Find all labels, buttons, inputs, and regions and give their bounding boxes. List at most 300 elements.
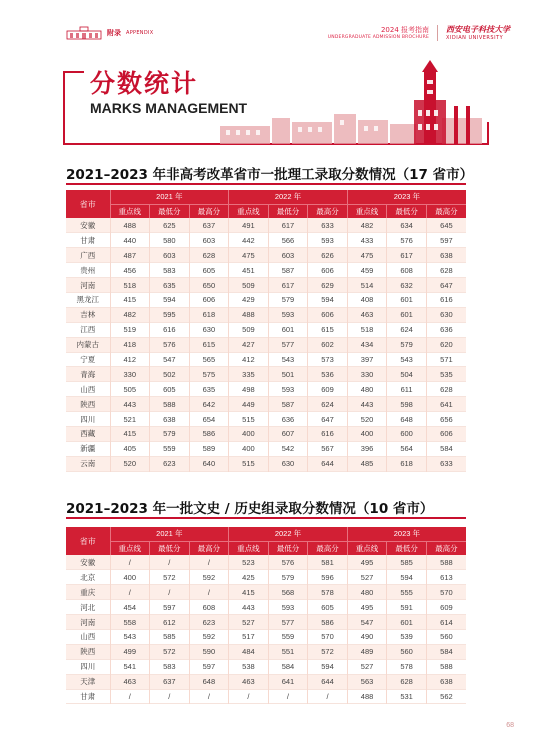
score-cell: 641 xyxy=(426,397,466,412)
guide-title: 2024 报考指南 xyxy=(380,26,429,34)
score-cell: 638 xyxy=(426,248,466,263)
table-row xyxy=(66,629,466,644)
score-cell: 583 xyxy=(150,263,190,278)
province-cell: 新疆 xyxy=(66,441,110,456)
score-cell: 491 xyxy=(229,218,269,233)
score-cell: 543 xyxy=(387,352,427,367)
province-cell: 吉林 xyxy=(66,307,110,322)
score-cell: 628 xyxy=(387,674,427,689)
score-cell: 518 xyxy=(110,278,150,293)
score-cell: 434 xyxy=(347,337,387,352)
score-cell: 616 xyxy=(426,292,466,307)
score-cell: 523 xyxy=(229,555,269,570)
score-cell: 650 xyxy=(189,278,229,293)
score-cell: 606 xyxy=(189,292,229,307)
score-cell: 509 xyxy=(229,278,269,293)
score-cell: 498 xyxy=(229,382,269,397)
score-cell: 608 xyxy=(387,263,427,278)
table-row xyxy=(66,367,466,382)
province-cell: 贵州 xyxy=(66,263,110,278)
table-row xyxy=(66,412,466,427)
score-cell: 587 xyxy=(268,397,308,412)
score-cell: 517 xyxy=(229,629,269,644)
score-cell: 628 xyxy=(426,382,466,397)
column-header: 最低分 xyxy=(268,541,308,555)
score-cell: 638 xyxy=(426,674,466,689)
table-row xyxy=(66,307,466,322)
score-cell: 588 xyxy=(150,397,190,412)
score-cell: 542 xyxy=(268,441,308,456)
column-header: 最高分 xyxy=(308,204,348,218)
table-row xyxy=(66,659,466,674)
score-cell: 634 xyxy=(387,218,427,233)
score-cell: 442 xyxy=(229,233,269,248)
score-cell: 449 xyxy=(229,397,269,412)
score-cell: 463 xyxy=(229,674,269,689)
score-cell: 626 xyxy=(308,248,348,263)
score-cell: 579 xyxy=(268,570,308,585)
score-cell: 412 xyxy=(110,352,150,367)
score-cell: 615 xyxy=(308,322,348,337)
score-cell: 543 xyxy=(110,629,150,644)
university-name-en: XIDIAN UNIVERSITY xyxy=(446,35,504,41)
score-cell: 579 xyxy=(150,426,190,441)
score-cell: 586 xyxy=(189,426,229,441)
province-cell: 四川 xyxy=(66,412,110,427)
column-header: 最高分 xyxy=(189,204,229,218)
score-cell: 485 xyxy=(347,456,387,471)
score-cell: 443 xyxy=(110,397,150,412)
table-row xyxy=(66,585,466,600)
score-cell: 573 xyxy=(308,352,348,367)
university-name-cn: 西安电子科技大学 xyxy=(446,24,510,34)
column-header: 最高分 xyxy=(426,541,466,555)
column-header: 重点线 xyxy=(347,541,387,555)
score-cell: 589 xyxy=(189,441,229,456)
score-cell: 330 xyxy=(347,367,387,382)
score-cell: 590 xyxy=(189,644,229,659)
column-header: 最低分 xyxy=(150,541,190,555)
banner-title-cn: 分数统计 xyxy=(90,69,199,98)
score-cell: 443 xyxy=(229,600,269,615)
score-cell: 613 xyxy=(426,570,466,585)
table-row xyxy=(66,292,466,307)
province-cell: 陕西 xyxy=(66,644,110,659)
score-cell: 570 xyxy=(426,585,466,600)
score-cell: 562 xyxy=(426,689,466,704)
score-cell: 644 xyxy=(308,674,348,689)
score-cell: 609 xyxy=(426,600,466,615)
score-cell: 606 xyxy=(308,263,348,278)
score-cell: 642 xyxy=(189,397,229,412)
score-cell: 502 xyxy=(150,367,190,382)
score-cell: 488 xyxy=(110,218,150,233)
score-cell: / xyxy=(268,689,308,704)
score-cell: 520 xyxy=(110,456,150,471)
province-cell: 宁夏 xyxy=(66,352,110,367)
score-cell: 601 xyxy=(268,322,308,337)
score-cell: / xyxy=(150,555,190,570)
score-cell: 527 xyxy=(229,615,269,630)
score-cell: 603 xyxy=(150,248,190,263)
column-header: 最低分 xyxy=(268,204,308,218)
score-cell: 577 xyxy=(268,337,308,352)
score-cell: / xyxy=(189,585,229,600)
section2-underline xyxy=(66,517,466,519)
table-row xyxy=(66,615,466,630)
score-cell: 575 xyxy=(189,367,229,382)
score-cell: 618 xyxy=(387,456,427,471)
score-cell: 564 xyxy=(387,441,427,456)
table-row xyxy=(66,248,466,263)
score-cell: 635 xyxy=(150,278,190,293)
year-header: 2022 年 xyxy=(229,190,348,204)
score-cell: 596 xyxy=(308,570,348,585)
score-cell: 463 xyxy=(110,674,150,689)
score-cell: 593 xyxy=(268,307,308,322)
score-cell: 612 xyxy=(150,615,190,630)
score-cell: 539 xyxy=(387,629,427,644)
score-cell: 405 xyxy=(110,441,150,456)
score-cell: 572 xyxy=(308,644,348,659)
score-cell: 609 xyxy=(308,382,348,397)
score-cell: 580 xyxy=(150,233,190,248)
score-cell: 543 xyxy=(268,352,308,367)
score-cell: 616 xyxy=(308,426,348,441)
score-cell: 547 xyxy=(150,352,190,367)
score-cell: 531 xyxy=(387,689,427,704)
score-cell: 623 xyxy=(189,615,229,630)
score-cell: 443 xyxy=(347,397,387,412)
score-cell: 578 xyxy=(387,659,427,674)
province-cell: 北京 xyxy=(66,570,110,585)
score-cell: 584 xyxy=(426,644,466,659)
top-strip xyxy=(0,0,550,48)
score-cell: 603 xyxy=(189,233,229,248)
subheader-row xyxy=(66,204,466,218)
score-cell: 559 xyxy=(268,629,308,644)
score-cell: 480 xyxy=(347,382,387,397)
score-cell: 515 xyxy=(229,412,269,427)
score-cell: 579 xyxy=(387,337,427,352)
score-cell: 551 xyxy=(268,644,308,659)
year-header: 2023 年 xyxy=(347,527,466,541)
score-cell: 585 xyxy=(387,555,427,570)
table-row xyxy=(66,337,466,352)
column-header: 重点线 xyxy=(229,204,269,218)
score-cell: 641 xyxy=(268,674,308,689)
score-cell: 527 xyxy=(347,570,387,585)
score-cell: 400 xyxy=(229,441,269,456)
score-cell: 618 xyxy=(189,307,229,322)
province-cell: 江西 xyxy=(66,322,110,337)
score-cell: 454 xyxy=(110,600,150,615)
score-cell: 598 xyxy=(387,397,427,412)
column-header: 最高分 xyxy=(308,541,348,555)
column-header: 最低分 xyxy=(150,204,190,218)
score-cell: 581 xyxy=(308,555,348,570)
score-cell: 571 xyxy=(426,352,466,367)
score-cell: 456 xyxy=(110,263,150,278)
score-cell: 594 xyxy=(308,292,348,307)
score-cell: 584 xyxy=(268,659,308,674)
column-header: 重点线 xyxy=(110,541,150,555)
score-cell: 425 xyxy=(229,570,269,585)
score-cell: 593 xyxy=(268,382,308,397)
score-cell: 594 xyxy=(150,292,190,307)
score-cell: 509 xyxy=(229,322,269,337)
score-cell: 415 xyxy=(110,426,150,441)
score-cell: 555 xyxy=(387,585,427,600)
score-cell: 536 xyxy=(308,367,348,382)
province-header: 省市 xyxy=(66,190,110,218)
score-cell: 597 xyxy=(150,600,190,615)
score-cell: 535 xyxy=(426,367,466,382)
score-cell: 568 xyxy=(268,585,308,600)
table-row xyxy=(66,382,466,397)
score-cell: 451 xyxy=(229,263,269,278)
score-cell: 576 xyxy=(387,233,427,248)
score-cell: 495 xyxy=(347,555,387,570)
brochure-brand xyxy=(328,24,510,41)
score-cell: 597 xyxy=(189,659,229,674)
score-cell: 585 xyxy=(150,629,190,644)
score-cell: 501 xyxy=(268,367,308,382)
score-cell: 601 xyxy=(387,307,427,322)
score-cell: 605 xyxy=(150,382,190,397)
score-cell: 633 xyxy=(308,218,348,233)
score-cell: 487 xyxy=(110,248,150,263)
province-header: 省市 xyxy=(66,527,110,555)
score-cell: 560 xyxy=(387,644,427,659)
table-row xyxy=(66,322,466,337)
score-cell: 495 xyxy=(347,600,387,615)
score-cell: 396 xyxy=(347,441,387,456)
liberal-arts-scores-table xyxy=(66,527,466,704)
province-cell: 天津 xyxy=(66,674,110,689)
score-cell: 335 xyxy=(229,367,269,382)
score-cell: 433 xyxy=(347,233,387,248)
score-cell: 475 xyxy=(229,248,269,263)
score-cell: 630 xyxy=(189,322,229,337)
section1-title: 2021–2023 年非高考改革省市一批理工录取分数情况（17 省市） xyxy=(66,167,474,183)
column-header: 重点线 xyxy=(110,204,150,218)
score-cell: 633 xyxy=(426,456,466,471)
guide-sub: UNDERGRADUATE ADMISSION BROCHURE xyxy=(327,35,429,40)
score-cell: 515 xyxy=(229,456,269,471)
score-cell: 489 xyxy=(347,644,387,659)
province-cell: 云南 xyxy=(66,456,110,471)
score-cell: 592 xyxy=(189,629,229,644)
score-cell: 637 xyxy=(189,218,229,233)
score-cell: 591 xyxy=(387,600,427,615)
score-cell: 572 xyxy=(150,644,190,659)
score-cell: 647 xyxy=(426,278,466,293)
score-cell: 636 xyxy=(426,322,466,337)
score-cell: 638 xyxy=(150,412,190,427)
score-cell: 427 xyxy=(229,337,269,352)
table-row xyxy=(66,233,466,248)
score-cell: 588 xyxy=(426,659,466,674)
score-cell: 558 xyxy=(110,615,150,630)
column-header: 最高分 xyxy=(426,204,466,218)
score-cell: / xyxy=(110,689,150,704)
table-row xyxy=(66,644,466,659)
score-cell: 624 xyxy=(308,397,348,412)
section-banner xyxy=(62,60,490,148)
score-cell: 488 xyxy=(229,307,269,322)
score-cell: 623 xyxy=(150,456,190,471)
score-cell: 608 xyxy=(189,600,229,615)
score-cell: 637 xyxy=(150,674,190,689)
score-cell: 593 xyxy=(268,600,308,615)
score-cell: 504 xyxy=(387,367,427,382)
province-cell: 河北 xyxy=(66,600,110,615)
score-cell: 630 xyxy=(426,307,466,322)
table-row xyxy=(66,570,466,585)
score-cell: 538 xyxy=(229,659,269,674)
table-row xyxy=(66,674,466,689)
score-cell: 640 xyxy=(189,456,229,471)
score-cell: 632 xyxy=(387,278,427,293)
score-cell: 566 xyxy=(268,233,308,248)
column-header: 重点线 xyxy=(347,204,387,218)
table-row xyxy=(66,600,466,615)
province-cell: 山西 xyxy=(66,382,110,397)
score-cell: 647 xyxy=(308,412,348,427)
score-cell: 563 xyxy=(347,674,387,689)
table-row xyxy=(66,397,466,412)
score-cell: 499 xyxy=(110,644,150,659)
building-icon xyxy=(66,26,102,40)
column-header: 最低分 xyxy=(387,541,427,555)
score-cell: 400 xyxy=(229,426,269,441)
score-cell: 588 xyxy=(426,555,466,570)
score-cell: 577 xyxy=(268,615,308,630)
score-cell: / xyxy=(308,689,348,704)
province-cell: 河南 xyxy=(66,278,110,293)
score-cell: / xyxy=(150,689,190,704)
score-cell: 559 xyxy=(150,441,190,456)
score-cell: 475 xyxy=(347,248,387,263)
score-cell: 615 xyxy=(189,337,229,352)
score-cell: / xyxy=(110,555,150,570)
table-row xyxy=(66,441,466,456)
province-cell: 青海 xyxy=(66,367,110,382)
table-body xyxy=(66,218,466,471)
score-cell: 611 xyxy=(387,382,427,397)
table-row xyxy=(66,426,466,441)
province-cell: 山西 xyxy=(66,629,110,644)
score-cell: 484 xyxy=(229,644,269,659)
score-cell: 601 xyxy=(387,615,427,630)
score-cell: 605 xyxy=(189,263,229,278)
score-cell: 594 xyxy=(308,659,348,674)
score-cell: 628 xyxy=(189,248,229,263)
score-cell: 565 xyxy=(189,352,229,367)
column-header: 最高分 xyxy=(189,541,229,555)
score-cell: 584 xyxy=(426,441,466,456)
score-cell: 593 xyxy=(308,233,348,248)
appendix-label xyxy=(66,26,154,40)
score-cell: 490 xyxy=(347,629,387,644)
table-row xyxy=(66,555,466,570)
score-cell: 607 xyxy=(268,426,308,441)
score-cell: 606 xyxy=(308,307,348,322)
year-header: 2021 年 xyxy=(110,190,229,204)
score-cell: 527 xyxy=(347,659,387,674)
score-cell: 654 xyxy=(189,412,229,427)
score-cell: 400 xyxy=(110,570,150,585)
score-cell: 600 xyxy=(387,426,427,441)
province-cell: 广西 xyxy=(66,248,110,263)
score-cell: 560 xyxy=(426,629,466,644)
score-cell: 547 xyxy=(347,615,387,630)
year-header: 2023 年 xyxy=(347,190,466,204)
score-cell: 578 xyxy=(308,585,348,600)
score-cell: 519 xyxy=(110,322,150,337)
score-cell: 518 xyxy=(347,322,387,337)
score-cell: 480 xyxy=(347,585,387,600)
score-cell: 570 xyxy=(308,629,348,644)
score-cell: / xyxy=(229,689,269,704)
score-cell: / xyxy=(189,555,229,570)
score-cell: 601 xyxy=(387,292,427,307)
score-cell: 620 xyxy=(426,337,466,352)
province-cell: 陕西 xyxy=(66,397,110,412)
score-cell: 415 xyxy=(110,292,150,307)
score-cell: 592 xyxy=(189,570,229,585)
score-cell: / xyxy=(150,585,190,600)
province-cell: 内蒙古 xyxy=(66,337,110,352)
score-cell: 400 xyxy=(347,426,387,441)
score-cell: 624 xyxy=(387,322,427,337)
score-cell: 463 xyxy=(347,307,387,322)
score-cell: 408 xyxy=(347,292,387,307)
score-cell: 587 xyxy=(268,263,308,278)
banner-title-en: MARKS MANAGEMENT xyxy=(90,100,248,116)
score-cell: 602 xyxy=(308,337,348,352)
province-cell: 安徽 xyxy=(66,555,110,570)
score-cell: 617 xyxy=(268,218,308,233)
score-cell: 606 xyxy=(426,426,466,441)
score-cell: 330 xyxy=(110,367,150,382)
score-cell: 605 xyxy=(308,600,348,615)
score-cell: 594 xyxy=(387,570,427,585)
province-cell: 重庆 xyxy=(66,585,110,600)
table-body xyxy=(66,555,466,704)
score-cell: 397 xyxy=(347,352,387,367)
score-cell: 628 xyxy=(426,263,466,278)
table-row xyxy=(66,456,466,471)
province-cell: 甘肃 xyxy=(66,689,110,704)
province-cell: 甘肃 xyxy=(66,233,110,248)
score-cell: 521 xyxy=(110,412,150,427)
appendix-sub: APPENDIX xyxy=(126,30,154,36)
score-cell: 459 xyxy=(347,263,387,278)
score-cell: 482 xyxy=(347,218,387,233)
score-cell: 595 xyxy=(150,307,190,322)
score-cell: 482 xyxy=(110,307,150,322)
province-cell: 四川 xyxy=(66,659,110,674)
score-cell: 514 xyxy=(347,278,387,293)
score-cell: 586 xyxy=(308,615,348,630)
table-row xyxy=(66,263,466,278)
score-cell: 412 xyxy=(229,352,269,367)
score-cell: 579 xyxy=(268,292,308,307)
score-cell: 597 xyxy=(426,233,466,248)
score-cell: 617 xyxy=(268,278,308,293)
